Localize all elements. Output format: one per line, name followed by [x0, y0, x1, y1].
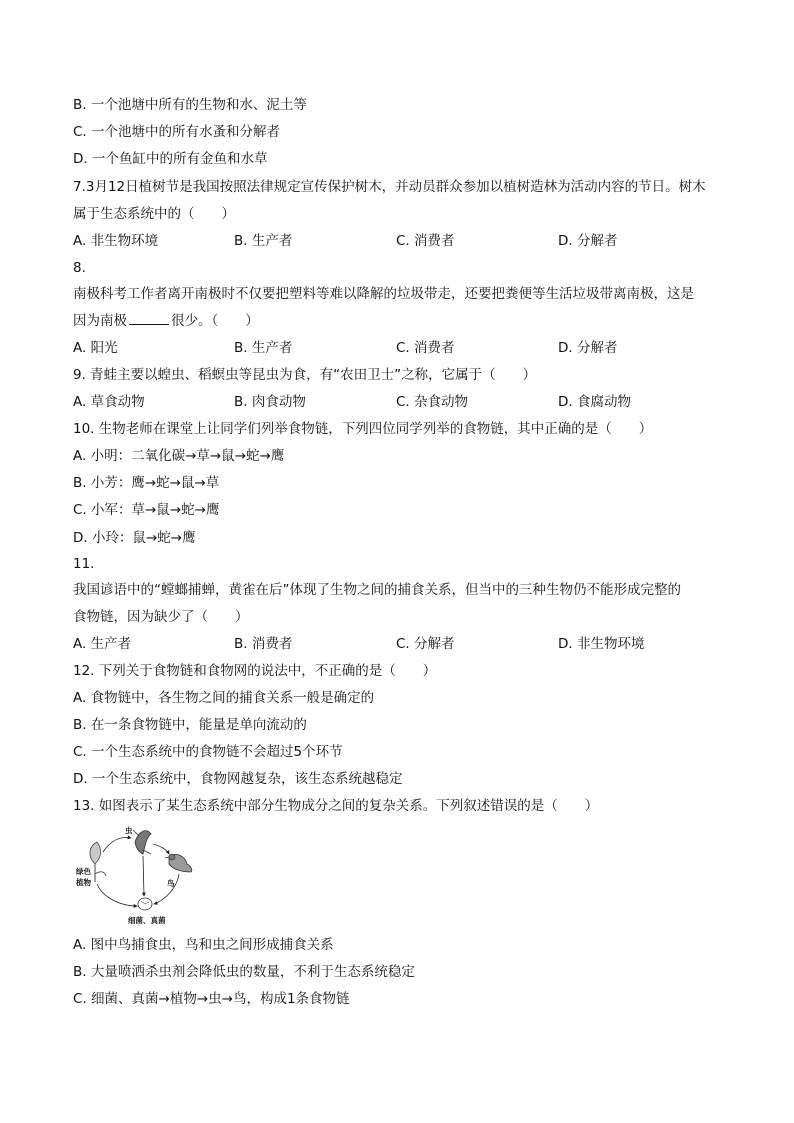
plant-illustration — [90, 842, 106, 882]
q8-option-b: B. 生产者 — [234, 340, 293, 356]
q13-option-c: C. 细菌、真菌→植物→虫→鸟，构成1条食物链 — [73, 991, 350, 1007]
insect-label: 虫 — [125, 826, 133, 835]
q11-option-a: A. 生产者 — [73, 636, 132, 652]
q10-option-b: B. 小芳：鹰→蛇→鼠→草 — [73, 475, 220, 491]
q7-stem-line1: 7.3月12日植树节是我国按照法律规定宣传保护树木，并动员群众参加以植树造林为活动内容的节日。树木 — [73, 179, 706, 195]
q11-option-d: D. 非生物环境 — [558, 636, 645, 652]
plant-label-line1: 绿色 — [76, 867, 91, 876]
q8-stem-line1: 南极科考工作者离开南极时不仅要把塑料等难以降解的垃圾带走，还要把粪便等生活垃圾带离南极，这是 — [73, 286, 694, 302]
q12-option-a: A. 食物链中，各生物之间的捕食关系一般是确定的 — [73, 690, 375, 706]
q8-option-c: C. 消费者 — [396, 340, 455, 356]
q7-stem-line2: 属于生态系统中的（ ） — [73, 206, 235, 222]
q10-option-c: C. 小军：草→鼠→蛇→鹰 — [73, 502, 220, 518]
q7-option-c: C. 消费者 — [396, 233, 455, 249]
arrow-plant-to-insect — [103, 838, 131, 852]
q11-stem-line1: 我国谚语中的“螳螂捕蝉，黄雀在后”体现了生物之间的捕食关系，但当中的三种生物仍不能形成完整的 — [73, 582, 681, 598]
q10-option-d: D. 小玲：鼠→蛇→鹰 — [73, 530, 196, 546]
q9-stem: 9. 青蛙主要以蝗虫、稻螟虫等昆虫为食，有“农田卫士”之称，它属于（ ） — [73, 367, 537, 383]
q8-number: 8. — [73, 260, 86, 276]
q8-option-a: A. 阳光 — [73, 340, 118, 356]
q6-option-c: C. 一个池塘中的所有水蚤和分解者 — [73, 124, 281, 140]
q13-option-b: B. 大量喷洒杀虫剂会降低虫的数量，不利于生态系统稳定 — [73, 964, 415, 980]
bird-label: 鸟 — [167, 879, 175, 888]
q8-stem-post: 很少。（ ） — [171, 313, 259, 329]
q8-option-d: D. 分解者 — [558, 340, 618, 356]
q8-stem-line2 — [73, 311, 259, 331]
plant-label-line2: 植物 — [76, 878, 91, 887]
q7-option-d: D. 分解者 — [558, 233, 618, 249]
q9-option-b: B. 肉食动物 — [234, 394, 306, 410]
decomposer-illustration — [138, 898, 152, 910]
q13-stem: 13. 如图表示了某生态系统中部分生物成分之间的复杂关系。下列叙述错误的是（ ） — [73, 798, 599, 814]
q8-stem-pre: 因为南极 — [73, 313, 127, 329]
q6-option-b: B. 一个池塘中所有的生物和水、泥土等 — [73, 97, 307, 113]
q11-option-b: B. 消费者 — [234, 636, 293, 652]
q12-option-b: B. 在一条食物链中，能量是单向流动的 — [73, 717, 307, 733]
arrow-insect-to-bird — [153, 844, 169, 854]
decomposer-label: 细菌、真菌 — [128, 916, 166, 925]
q6-option-d: D. 一个鱼缸中的所有金鱼和水草 — [73, 151, 268, 167]
q9-option-d: D. 食腐动物 — [558, 394, 631, 410]
q9-option-a: A. 草食动物 — [73, 394, 145, 410]
q11-number: 11. — [73, 556, 95, 572]
q7-option-a: A. 非生物环境 — [73, 233, 159, 249]
arrow-plant-to-decomposer — [97, 884, 137, 906]
arrow-insect-to-decomposer — [143, 856, 144, 896]
insect-illustration — [133, 830, 151, 854]
q10-stem: 10. 生物老师在课堂上让同学们列举食物链，下列四位同学列举的食物链，其中正确的是（ ） — [73, 421, 653, 437]
q9-option-c: C. 杂食动物 — [396, 394, 469, 410]
bird-illustration — [165, 854, 192, 872]
answer-blank — [129, 312, 169, 325]
q12-stem: 12. 下列关于食物链和食物网的说法中，不正确的是（ ） — [73, 663, 437, 679]
q13-option-a: A. 图中鸟捕食虫，鸟和虫之间形成捕食关系 — [73, 937, 334, 953]
q7-option-b: B. 生产者 — [234, 233, 293, 249]
q10-option-a: A. 小明：二氧化碳→草→鼠→蛇→鹰 — [73, 448, 285, 464]
ecosystem-diagram — [73, 824, 203, 927]
q11-stem-line2: 食物链，因为缺少了（ ） — [73, 609, 249, 625]
q12-option-d: D. 一个生态系统中，食物网越复杂，该生态系统越稳定 — [73, 771, 403, 787]
q12-option-c: C. 一个生态系统中的食物链不会超过5个环节 — [73, 744, 343, 760]
q11-option-c: C. 分解者 — [396, 636, 455, 652]
